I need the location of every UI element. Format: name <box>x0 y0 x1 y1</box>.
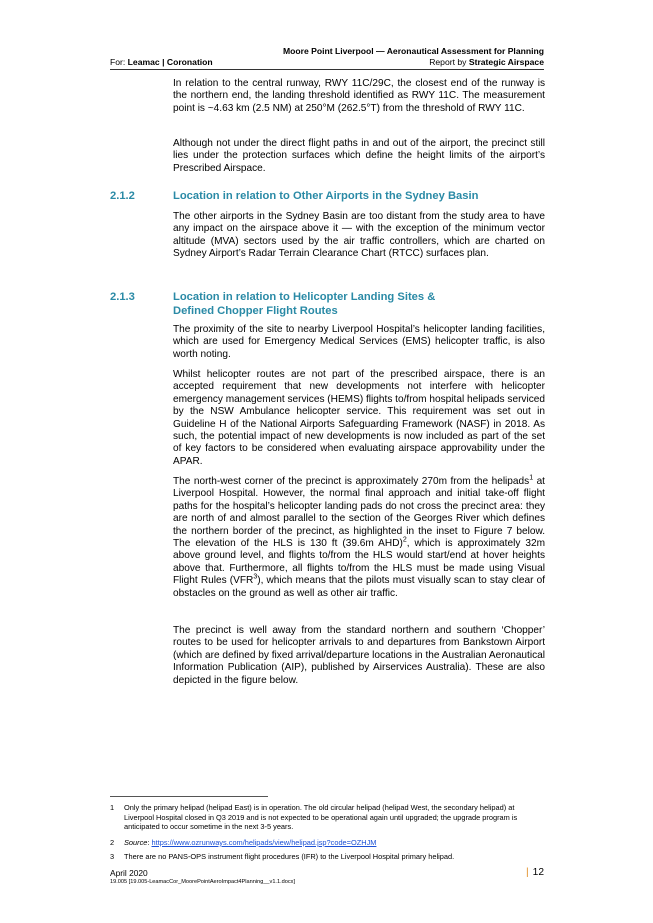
header-divider <box>110 69 544 70</box>
document-title: Moore Point Liverpool — Aeronautical Assessment for Planning <box>282 46 544 56</box>
intro-paragraph-2 <box>173 138 545 175</box>
section-number: 2.1.3 <box>110 291 135 303</box>
footnote-text: Only the primary helipad (helipad East) is in operation. The old circular helipad (helipad West, the secondary helipad) at Liverpool Hospital closed in Q3 2019 and is not expected to be operational again until upgraded; the upgrade program is anticipated to occur sometime in the next 3-5 years. <box>124 803 518 832</box>
author-name: Strategic Airspace <box>468 57 544 67</box>
report-by <box>283 57 544 68</box>
section-2-1-3-text-4: The precinct is well away from the standard northern and southern ‘Chopper’ routes to be used for helicopter arrivals to and departures from Bankstown Airport (which are defined by fixed arrival/departure locations in the Australian Aeronautical Information Publication (AIP), published by Airservices Australia). These are also depicted in the figure below. <box>173 625 545 686</box>
intro-text-1: In relation to the central runway, RWY 11C/29C, the closest end of the runway is the northern end, the landing threshold identified as RWY 11C. The measurement point is ~4.63 km (2.5 NM) at 250°M (262.5°T) from the threshold of RWY 11C. <box>173 78 545 114</box>
section-title <box>173 290 493 318</box>
footnote-number: 3 <box>110 852 115 861</box>
page-header-right <box>283 46 544 68</box>
footnote-ref-2[interactable]: 2 <box>402 536 407 544</box>
footnote-separator <box>110 796 268 797</box>
footnote-ref-3[interactable]: 3 <box>253 573 258 581</box>
section-title-line-2: Defined Chopper Flight Routes <box>173 305 338 317</box>
footnote-number: 1 <box>110 803 115 812</box>
for-label: For: <box>110 57 128 67</box>
section-2-1-3-text-2: Whilst helicopter routes are not part of the prescribed airspace, there is an accepted requirement that new developments not interfere with helicopter emergency management services (HEMS) flights to/from hospital helipads serviced by the NSW Ambulance helicopter service. This requirement was set out in Guideline H of the National Airports Safeguarding Framework (NASF) in 2018. As such, the potential impact of new developments is now included as part of the set of key factors to be considered when evaluating airspace approvability under the APAR. <box>173 369 545 467</box>
footnote-2 <box>110 838 546 848</box>
section-2-1-2-paragraph <box>173 211 545 261</box>
footnote-3 <box>110 852 546 862</box>
section-2-1-3-text-1: The proximity of the site to nearby Liverpool Hospital’s helicopter landing facilities, which are used for Emergency Medical Services (EMS) helicopter traffic, is also worth noting. <box>173 324 545 360</box>
report-by-label: Report by <box>429 57 469 67</box>
text-run: The north-west corner of the precinct is approximately 270m from the helipads <box>173 476 530 487</box>
intro-paragraph-1 <box>173 78 545 115</box>
section-2-1-3-paragraph-1 <box>173 324 545 361</box>
source-link[interactable]: https://www.ozrunways.com/helipads/view/helipad.jsp?code=OZHJM <box>151 838 377 847</box>
footnote-number: 2 <box>110 838 115 847</box>
page-separator: | <box>526 867 529 878</box>
section-2-1-3-text-3 <box>173 476 545 600</box>
footer-date: April 2020 <box>110 868 148 878</box>
section-number: 2.1.2 <box>110 190 135 202</box>
page-header-left <box>110 57 213 68</box>
section-2-1-3-paragraph-4 <box>173 625 545 687</box>
section-title-line-1: Location in relation to Helicopter Landing Sites & <box>173 291 436 303</box>
intro-text-2: Although not under the direct flight paths in and out of the airport, the precinct still lies under the protection surfaces which define the height limits of the airport’s Prescribed Airspace. <box>173 138 545 174</box>
text-run: at Liverpool Hospital. However, the normal final approach and initial take-off flight paths for the hospital’s helicopter landing pads do not cross the precinct area: they are north of and almost parallel to the section of the Georges River which defines the northern border of the precinct, as highlighted in the inset to Figure 7 below. The elevation of the HLS is 130 ft (39.6m AHD) <box>173 476 545 550</box>
page-number-block <box>526 867 544 878</box>
client-name: Leamac | Coronation <box>127 57 213 67</box>
footer-filename: 19.005 [19.005-LeamacCor_MoorePointAeroImpact4Planning__v1.1.docx] <box>110 879 296 885</box>
text-run: , which is approximately 32m above ground level, and flights to/from the HLS would start/end at hover heights above that. Furthermore, all flights to/from the HLS must be made using Visual Flight Rules (VFR <box>173 538 545 587</box>
text-run: ), which means that the pilots must visually scan to stay clear of obstacles on the ground as well as other air traffic. <box>173 575 545 599</box>
section-2-1-3-paragraph-3 <box>173 476 545 600</box>
footnote-ref-1[interactable]: 1 <box>529 474 534 482</box>
footnote-text: There are no PANS-OPS instrument flight procedures (IFR) to the Liverpool Hospital primary helipad. <box>124 852 455 861</box>
section-2-1-2-text: The other airports in the Sydney Basin are too distant from the study area to have any impact on the airspace above it — with the exception of the minimum vector altitude (MVA) sectors used by the air traffic controllers, which are charted on Sydney Airport’s Radar Terrain Clearance Chart (RTCC) surfaces plan. <box>173 211 545 260</box>
footnote-1 <box>110 803 546 832</box>
source-label: Source <box>124 838 148 847</box>
section-title: Location in relation to Other Airports in the Sydney Basin <box>173 190 479 202</box>
footnote-text: Source: https://www.ozrunways.com/helipads/view/helipad.jsp?code=OZHJM <box>124 838 377 847</box>
section-2-1-3-paragraph-2 <box>173 369 545 468</box>
page-number: 12 <box>532 867 544 878</box>
